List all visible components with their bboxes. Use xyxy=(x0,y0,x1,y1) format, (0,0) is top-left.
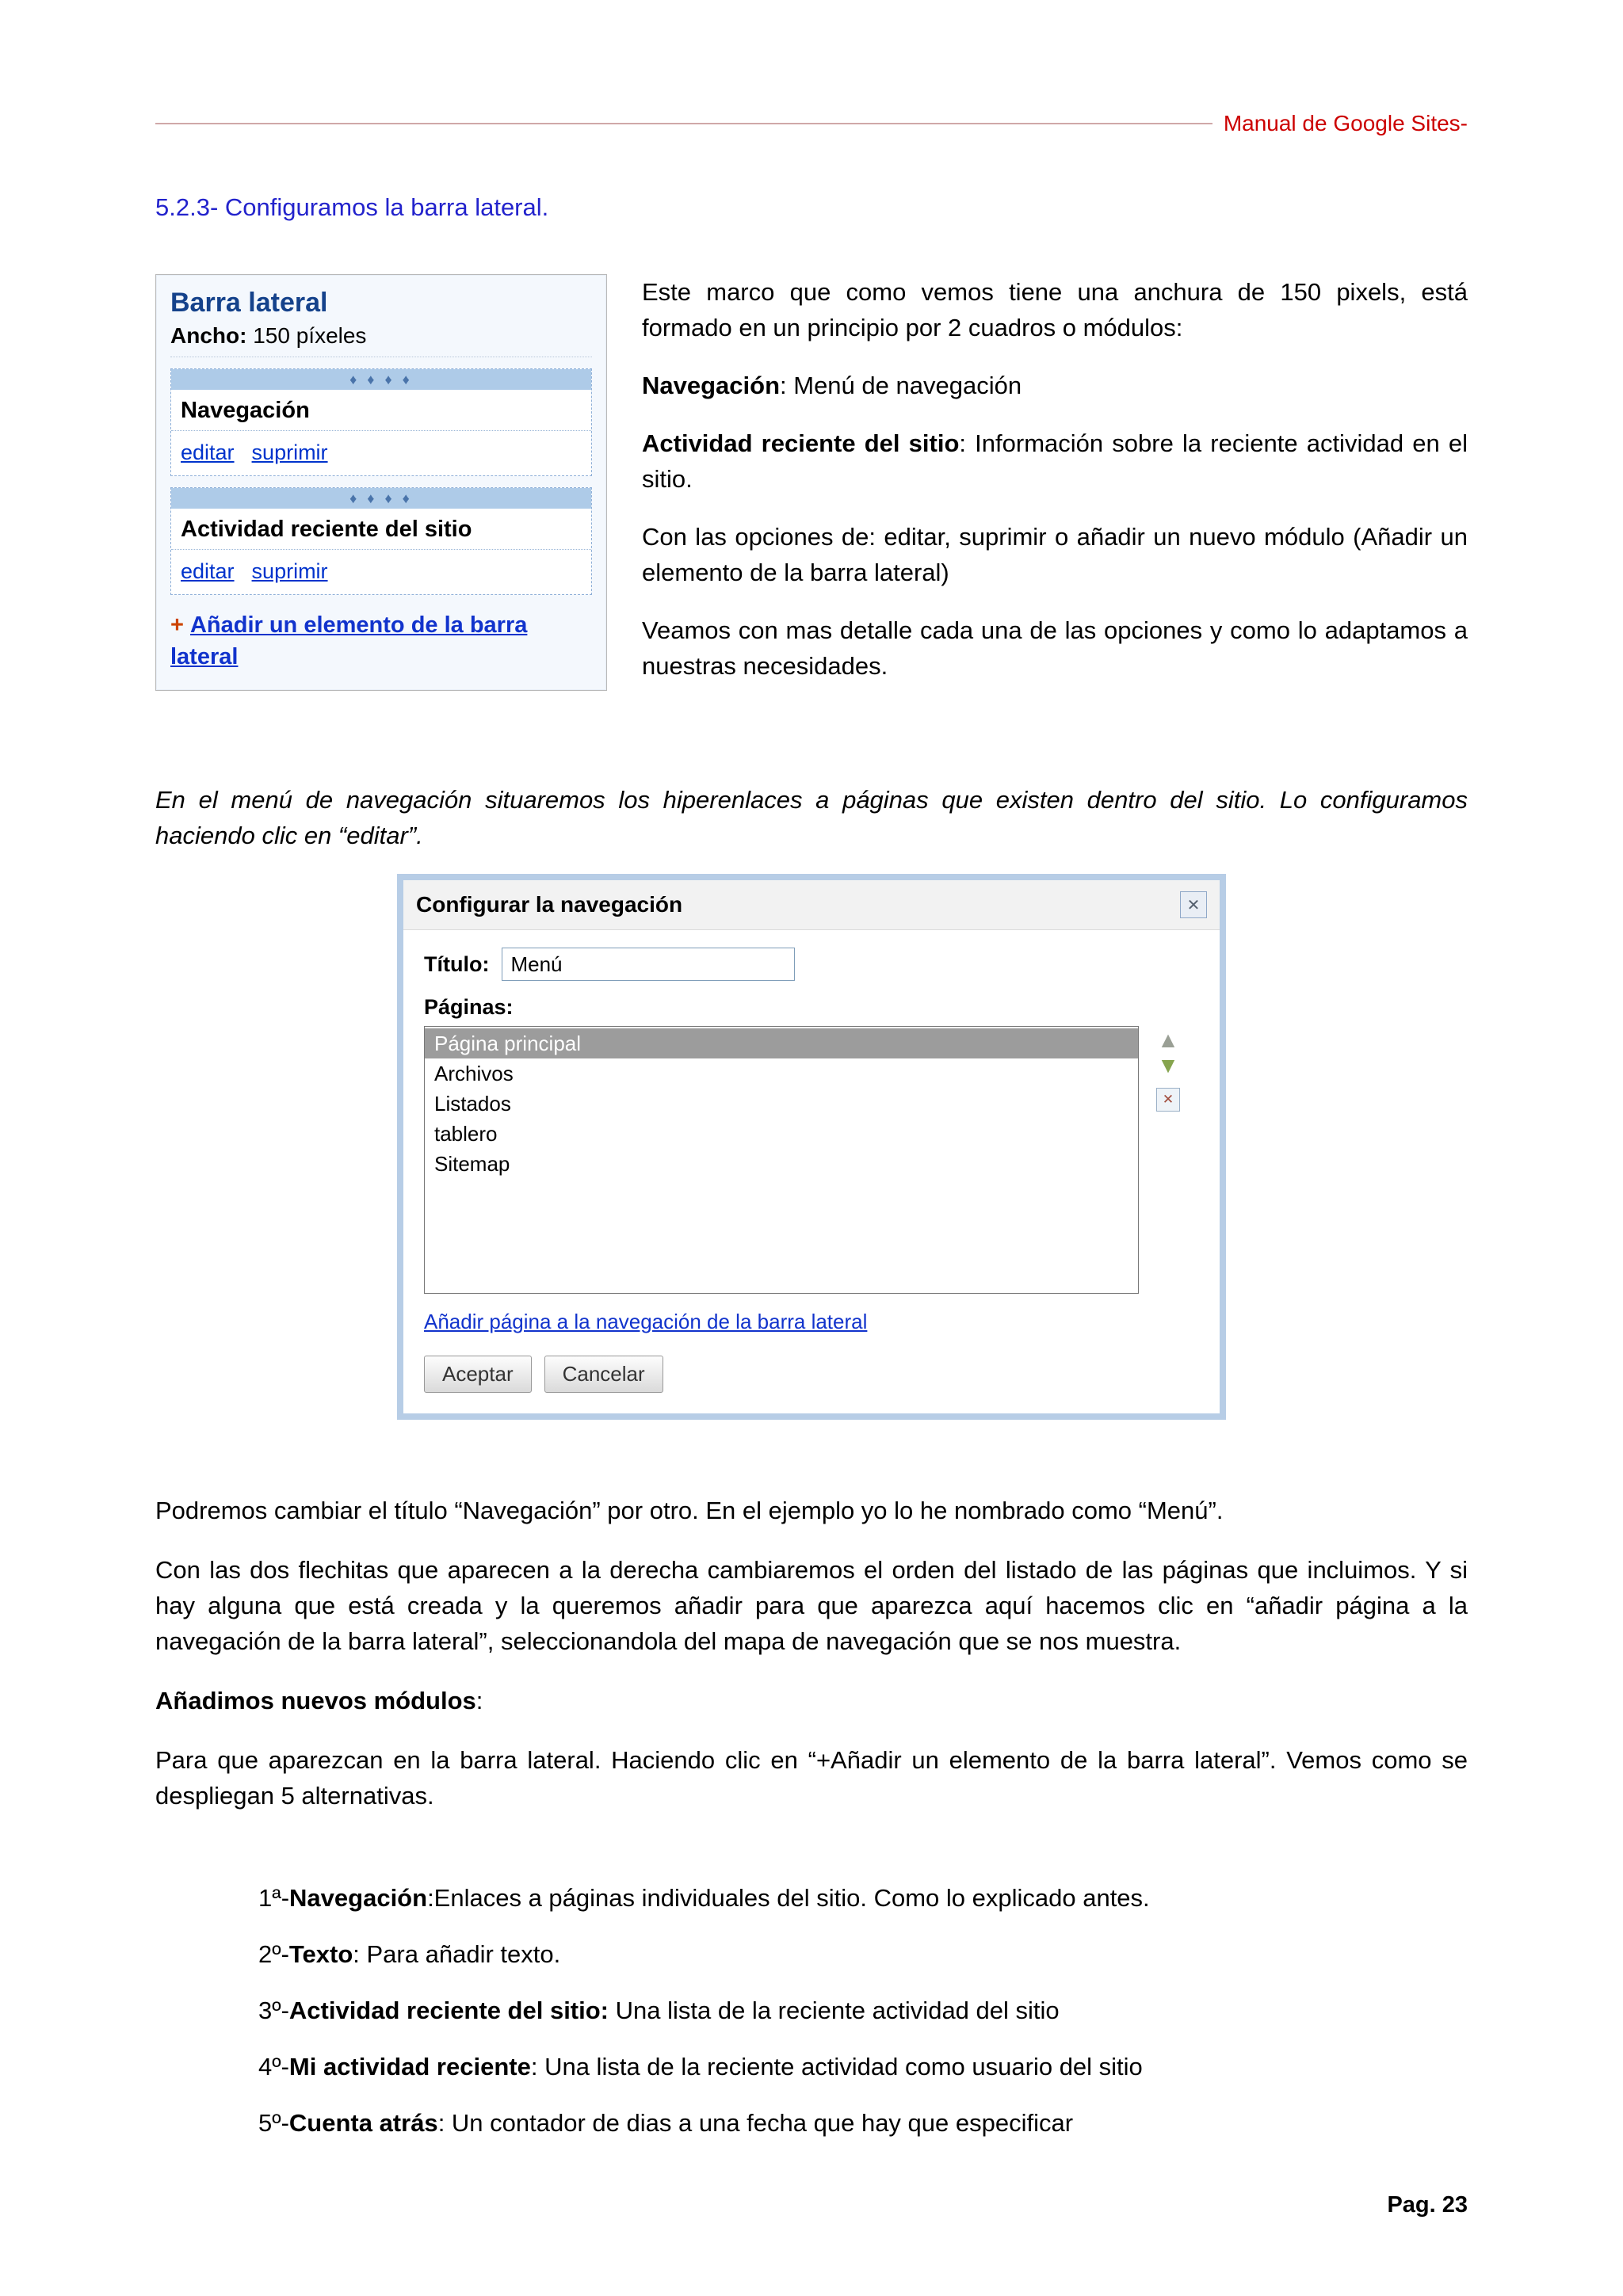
cancelar-button[interactable]: Cancelar xyxy=(544,1356,663,1393)
aceptar-button[interactable]: Aceptar xyxy=(424,1356,532,1393)
item-term: Mi actividad reciente xyxy=(288,2053,531,2081)
item-rest: : Un contador de dias a una fecha que hay que especificar xyxy=(437,2109,1074,2137)
sidebar-width xyxy=(170,323,592,357)
list-item[interactable]: Sitemap xyxy=(434,1152,510,1176)
section-heading: 5.2.3- Configuramos la barra lateral. xyxy=(155,193,549,221)
add-page-link[interactable]: Añadir página a la navegación de la barra lateral xyxy=(424,1310,868,1333)
move-down-icon[interactable]: ▼ xyxy=(1157,1053,1179,1077)
intro-paragraph-1: Este marco que como vemos tiene una anchura de 150 pixels, está formado en un principio por 2 cuadros o módulos: xyxy=(642,278,1468,341)
item-term: Cuenta atrás xyxy=(288,2109,438,2137)
body-paragraph-1: Podremos cambiar el título “Navegación” por otro. En el ejemplo yo lo he nombrado como “Menú”. xyxy=(155,1497,1224,1524)
intro-paragraph-4: Con las opciones de: editar, suprimir o añadir un nuevo módulo (Añadir un elemento de la barra lateral) xyxy=(642,523,1468,586)
nav-rest: : Menú de navegación xyxy=(780,372,1022,399)
add-sidebar-element-link[interactable]: Añadir un elemento de la barra lateral xyxy=(170,612,528,669)
move-up-icon[interactable]: ▲ xyxy=(1157,1028,1179,1052)
list-controls xyxy=(1156,1026,1180,1294)
list-item xyxy=(258,1880,1468,1916)
list-item xyxy=(258,2105,1468,2141)
add-sidebar-element xyxy=(170,609,592,673)
pages-list-row xyxy=(424,1026,1199,1294)
paginas-label: Páginas: xyxy=(424,995,514,1019)
list-item[interactable]: Listados xyxy=(434,1092,511,1116)
subheading-text: Añadimos nuevos módulos xyxy=(155,1687,476,1714)
nav-term: Navegación xyxy=(642,372,781,399)
list-item[interactable]: Archivos xyxy=(434,1062,514,1085)
configure-navigation-dialog xyxy=(397,874,1226,1420)
act-rest: : Información sobre la reciente actividad en el sitio. xyxy=(642,429,1468,493)
item-rest: : Para añadir texto. xyxy=(353,1940,561,1968)
module-links xyxy=(171,550,591,594)
item-rest: : Una lista de la reciente actividad como usuario del sitio xyxy=(530,2053,1143,2081)
lower-text xyxy=(155,1493,1468,2141)
titulo-field-row xyxy=(424,948,1199,981)
width-label: Ancho: xyxy=(170,323,247,348)
page-number: Pag. 23 xyxy=(1387,2192,1468,2218)
item-term: Texto xyxy=(288,1940,353,1968)
module-links xyxy=(171,431,591,475)
dialog-add-link-row xyxy=(424,1306,1199,1335)
item-prefix: 2º- xyxy=(258,1940,289,1968)
header-rule xyxy=(155,123,1212,124)
intro-text xyxy=(642,274,1468,706)
remove-page-icon[interactable]: ✕ xyxy=(1156,1088,1180,1112)
plus-icon: + xyxy=(170,612,184,638)
italic-note: En el menú de navegación situaremos los hiperenlaces a páginas que existen dentro del sitio. Lo configuramos haciendo clic en “editar”. xyxy=(155,786,1468,849)
item-prefix: 1ª- xyxy=(258,1884,290,1912)
page-header xyxy=(155,111,1468,136)
sidebar-title: Barra lateral xyxy=(170,288,328,318)
intro-paragraph-2 xyxy=(642,368,1468,403)
dialog-title: Configurar la navegación xyxy=(416,892,683,917)
suprimir-link[interactable]: suprimir xyxy=(251,559,328,583)
item-prefix: 4º- xyxy=(258,2053,289,2081)
width-value: 150 píxeles xyxy=(246,323,367,348)
drag-handle-icon[interactable]: ♦ ♦ ♦ ♦ xyxy=(171,369,591,390)
editar-link[interactable]: editar xyxy=(181,441,235,464)
editar-link[interactable]: editar xyxy=(181,559,235,583)
list-item[interactable]: tablero xyxy=(434,1122,498,1146)
pages-listbox[interactable] xyxy=(424,1026,1139,1294)
intro-paragraph-5: Veamos con mas detalle cada una de las opciones y como lo adaptamos a nuestras necesidades. xyxy=(642,616,1468,680)
drag-handle-icon[interactable]: ♦ ♦ ♦ ♦ xyxy=(171,488,591,509)
titulo-input[interactable] xyxy=(502,948,795,981)
subheading-anadimos xyxy=(155,1683,1468,1718)
top-row xyxy=(155,274,1468,706)
item-term: Actividad reciente del sitio: xyxy=(288,1997,609,2024)
item-prefix: 5º- xyxy=(258,2109,289,2137)
item-term: Navegación xyxy=(289,1884,428,1912)
body-paragraph-3: Para que aparezcan en la barra lateral. Haciendo clic en “+Añadir un elemento de la barra lateral”. Vemos como se despliegan 5 alternativas. xyxy=(155,1746,1468,1810)
act-term: Actividad reciente del sitio xyxy=(642,429,960,457)
close-icon[interactable]: ✕ xyxy=(1180,891,1207,918)
list-item xyxy=(258,2049,1468,2084)
item-prefix: 3º- xyxy=(258,1997,289,2024)
titulo-label: Título: xyxy=(424,952,490,976)
item-rest: Una lista de la reciente actividad del sitio xyxy=(609,1997,1060,2024)
module-navegacion xyxy=(170,368,592,476)
module-name: Actividad reciente del sitio xyxy=(171,509,591,550)
body-paragraph-2: Con las dos flechitas que aparecen a la derecha cambiaremos el orden del listado de las páginas que incluimos. Y si hay alguna que está creada y la queremos añadir para que aparezca aquí hacemos clic en “añadir página a la navegación de la barra lateral”, seleccionandola del mapa de navegación que se nos muestra. xyxy=(155,1556,1468,1655)
dialog-body xyxy=(403,930,1220,1413)
alternatives-list xyxy=(155,1880,1468,2141)
manual-title: Manual de Google Sites- xyxy=(1223,111,1468,135)
dialog-buttons xyxy=(424,1356,1199,1393)
module-actividad xyxy=(170,487,592,595)
list-item[interactable]: Página principal xyxy=(425,1028,1138,1058)
subheading-colon: : xyxy=(475,1687,483,1714)
intro-paragraph-3 xyxy=(642,425,1468,497)
list-item xyxy=(258,1936,1468,1972)
dialog-header xyxy=(403,880,1220,930)
sidebar-screenshot xyxy=(155,274,607,691)
list-item xyxy=(258,1993,1468,2028)
item-rest: :Enlaces a páginas individuales del sitio. Como lo explicado antes. xyxy=(427,1884,1150,1912)
module-name: Navegación xyxy=(171,390,591,431)
suprimir-link[interactable]: suprimir xyxy=(251,441,328,464)
